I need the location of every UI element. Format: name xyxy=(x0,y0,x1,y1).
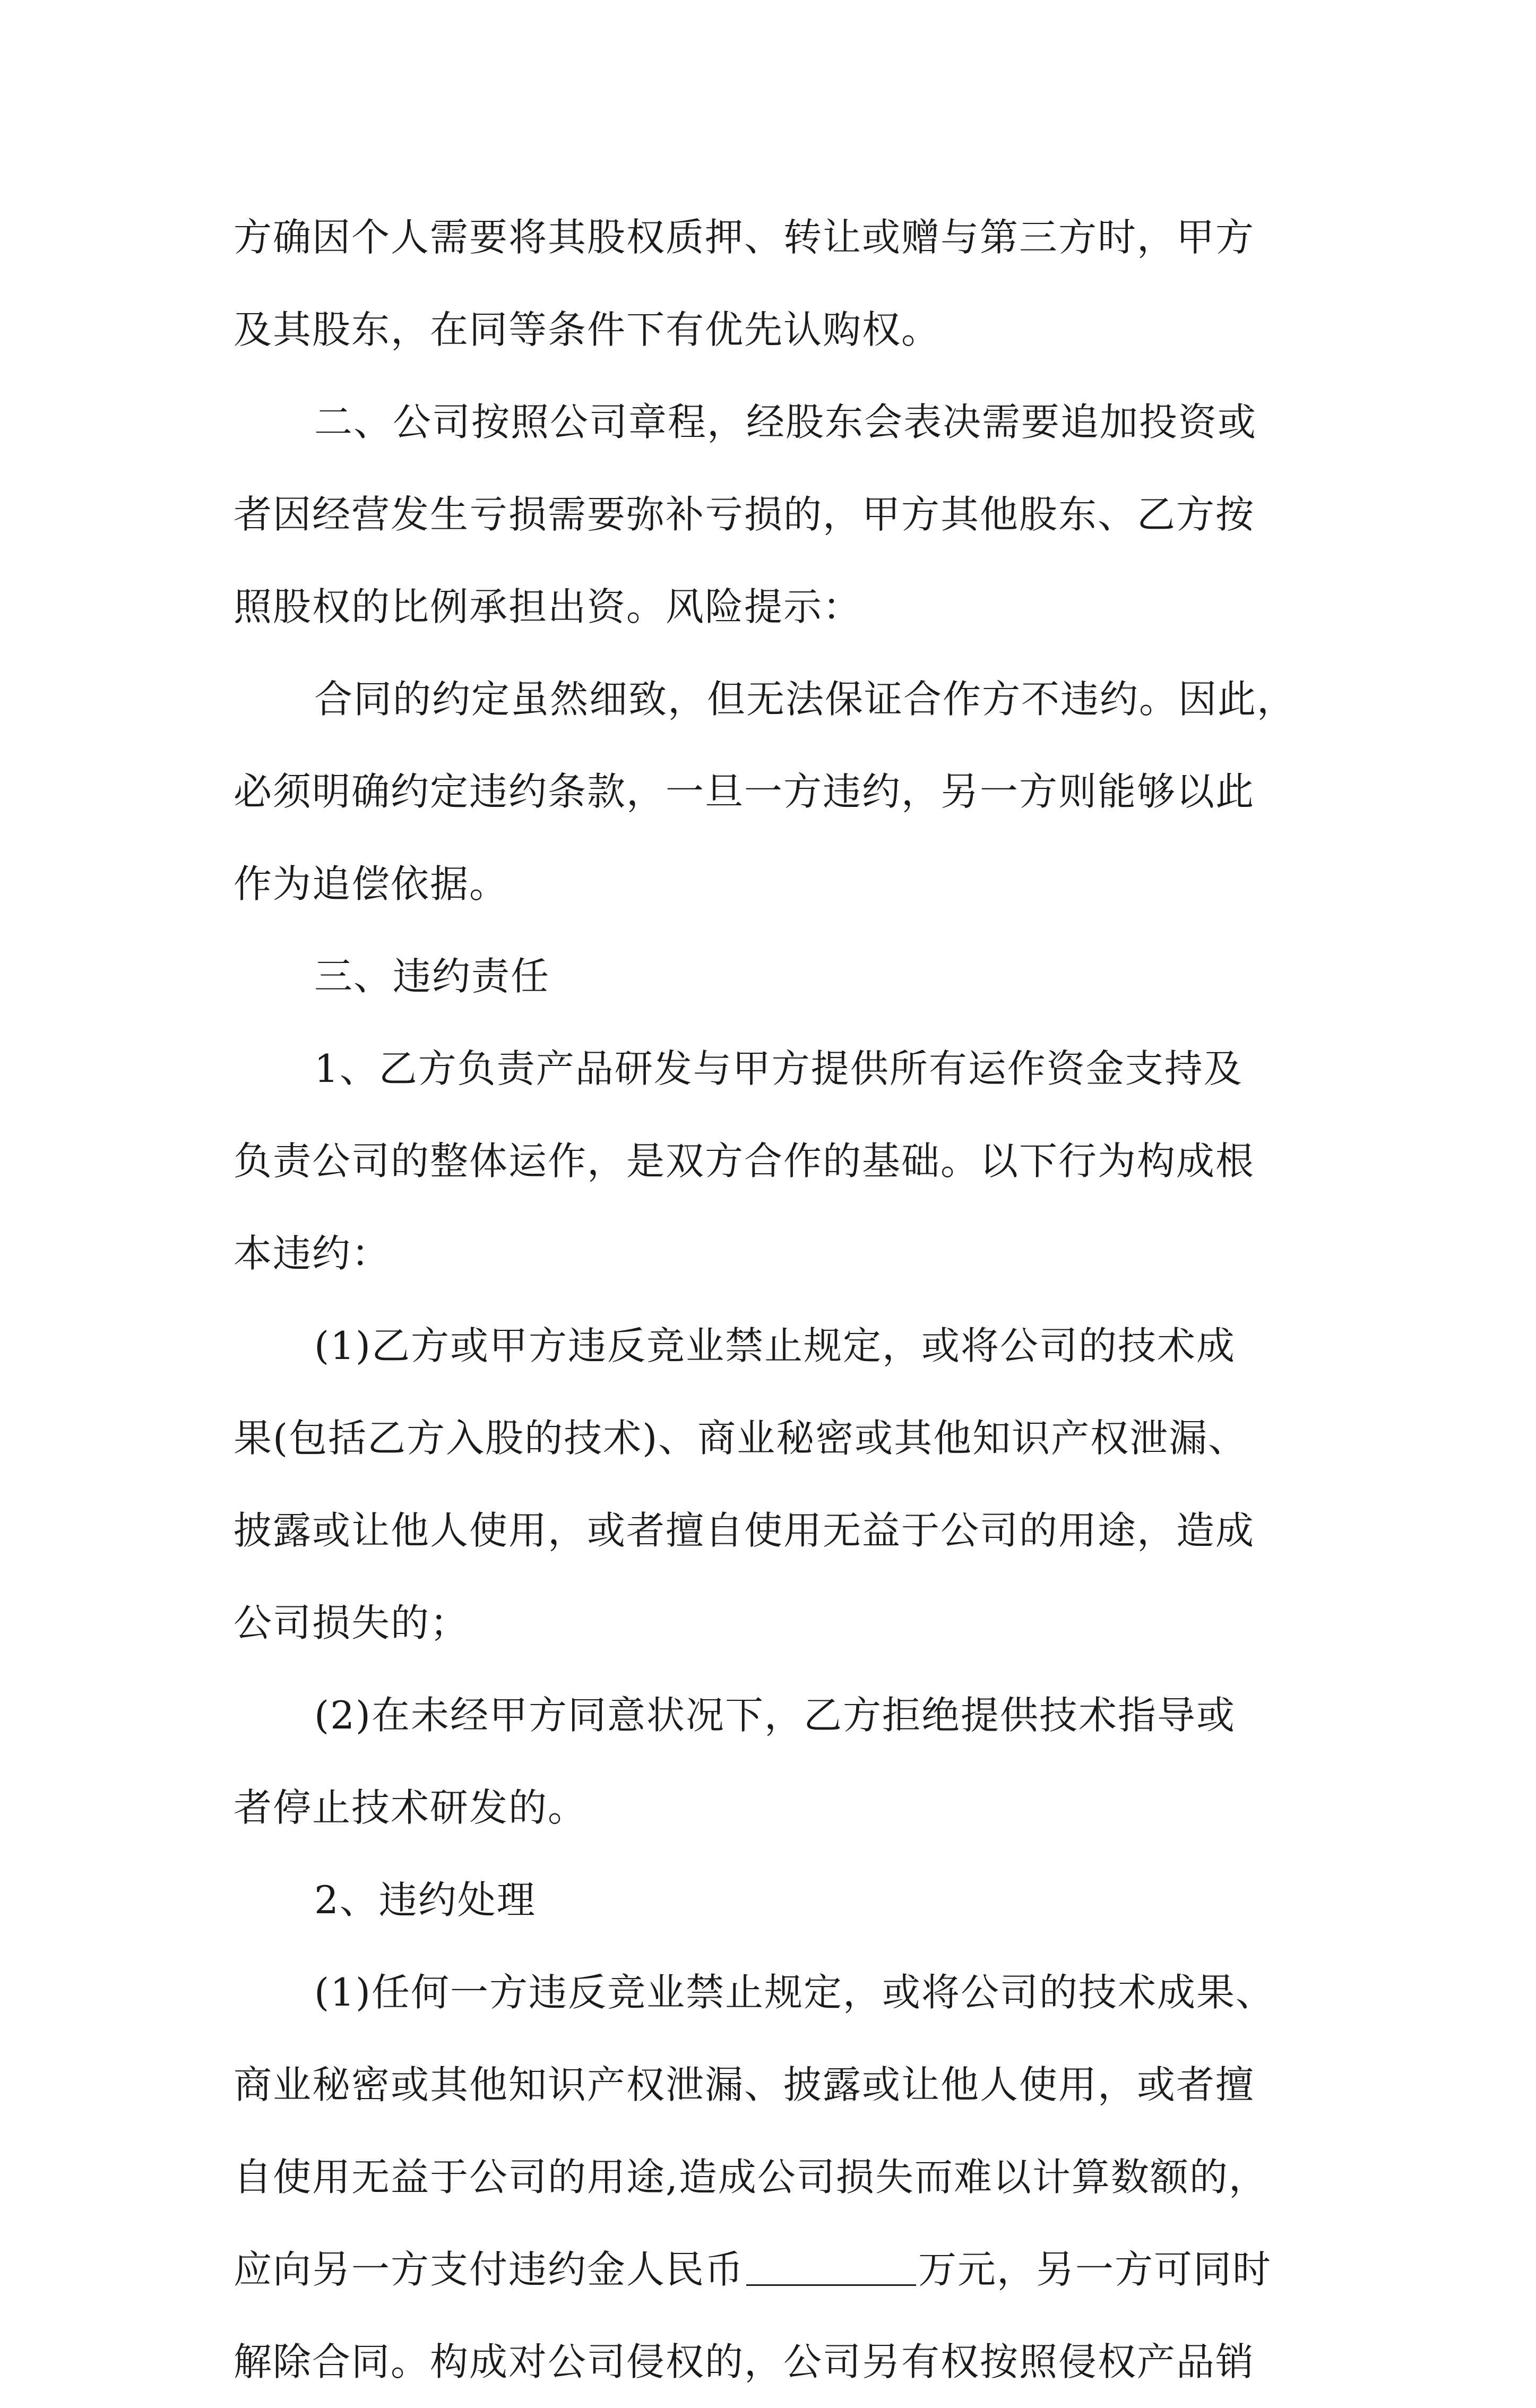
text-line: 负责公司的整体运作，是双方合作的基础。以下行为构成根 xyxy=(234,1139,1255,1183)
text-line: 自使用无益于公司的用途,造成公司损失而难以计算数额的， xyxy=(234,2155,1268,2199)
text-line: 披露或让他人使用，或者擅自使用无益于公司的用途，造成 xyxy=(234,1508,1255,1553)
text-line: 二、公司按照公司章程，经股东会表决需要追加投资或 xyxy=(314,400,1257,444)
text-line: 照股权的比例承担出资。风险提示： xyxy=(234,584,862,629)
text-line: 果(包括乙方入股的技术)、商业秘密或其他知识产权泄漏、 xyxy=(234,1416,1248,1460)
text-line-with-blank xyxy=(234,2223,1316,2316)
text-line: 方确因个人需要将其股权质押、转让或赠与第三方时，甲方 xyxy=(234,215,1255,260)
document-body xyxy=(234,191,1316,2408)
text-line: 作为追偿依据。 xyxy=(234,862,509,906)
section-heading: 三、违约责任 xyxy=(314,954,550,999)
text-line: 及其股东，在同等条件下有优先认购权。 xyxy=(234,307,941,352)
text-line: 公司损失的； xyxy=(234,1601,470,1645)
text-line: 商业秘密或其他知识产权泄漏、披露或让他人使用，或者擅 xyxy=(234,2062,1255,2107)
text-line: 合同的约定虽然细致，但无法保证合作方不违约。因此， xyxy=(314,677,1297,721)
fill-in-blank xyxy=(746,2248,916,2286)
text-line: (1)任何一方违反竞业禁止规定，或将公司的技术成果、 xyxy=(314,1970,1275,2015)
text-line: 者停止技术研发的。 xyxy=(234,1785,588,1830)
text-line: 本违约： xyxy=(234,1231,391,1276)
text-line: (2)在未经甲方同意状况下，乙方拒绝提供技术指导或 xyxy=(314,1693,1236,1738)
text-line: 必须明确约定违约条款，一旦一方违约，另一方则能够以此 xyxy=(234,769,1255,814)
text-segment: 万元，另一方可同时 xyxy=(918,2247,1272,2292)
text-line: 1、乙方负责产品研发与甲方提供所有运作资金支持及 xyxy=(314,1046,1243,1091)
text-line: 解除合同。构成对公司侵权的，公司另有权按照侵权产品销 xyxy=(234,2340,1255,2384)
section-heading: 2、违约处理 xyxy=(314,1878,536,1922)
text-segment: 应向另一方支付违约金人民币 xyxy=(234,2247,745,2292)
text-line: (1)乙方或甲方违反竞业禁止规定，或将公司的技术成 xyxy=(314,1323,1236,1368)
text-line: 者因经营发生亏损需要弥补亏损的，甲方其他股东、乙方按 xyxy=(234,492,1255,537)
